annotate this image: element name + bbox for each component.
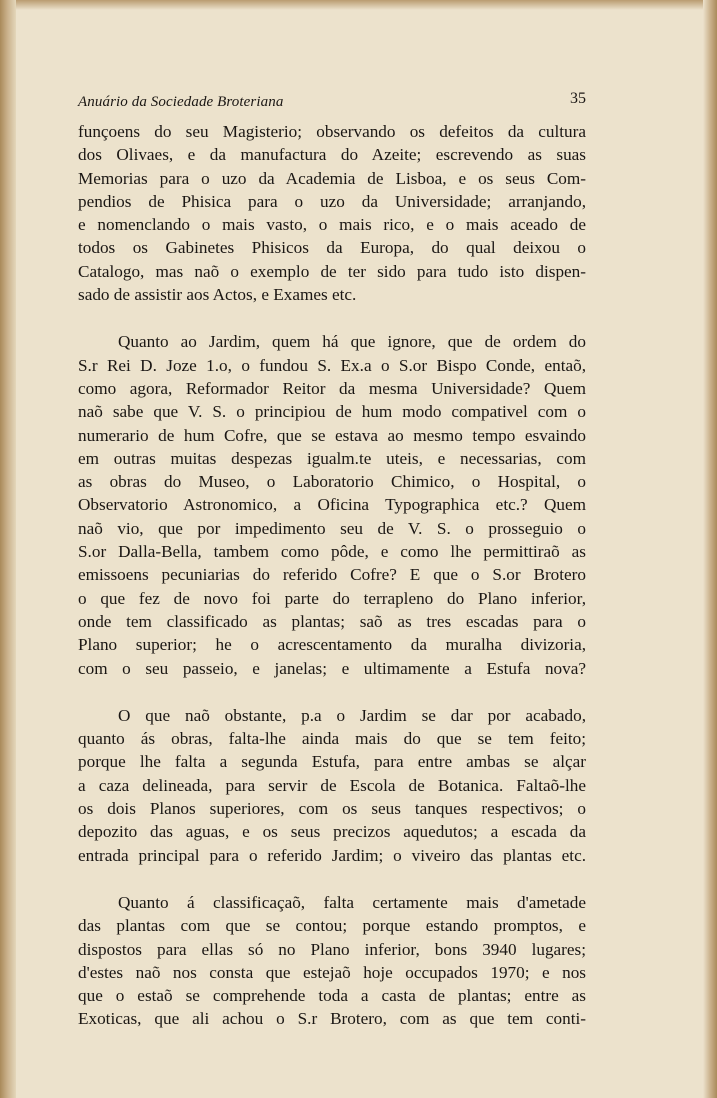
text-line: Observatorio Astronomico, a Oficina Typographica etc.? Quem [78,495,586,515]
text-line: Catalogo, mas naõ o exemplo de ter sido para tudo isto dispen- [78,261,586,281]
text-line: naõ sabe que V. S. o principiou de hum modo compativel com o [78,402,586,422]
paragraph-gap [78,306,586,330]
text-line: O que naõ obstante, p.a o Jardim se dar por acabado, [118,705,586,725]
text-line: d'estes naõ nos consta que estejaõ hoje occupados 1970; e nos [78,962,586,982]
text-line: sado de assistir aos Actos, e Exames etc. [78,285,357,305]
text-line: a caza delineada, para servir de Escola de Botanica. Faltaõ-lhe [78,775,586,795]
text-line: depozito das aguas, e os seus precizos aquedutos; a escada da [78,822,586,842]
page-number: 35 [570,90,586,107]
text-line: Quanto á classificaçaõ, falta certamente mais d'ametade [118,892,586,912]
text-line: Memorias para o uzo da Academia de Lisboa, e os seus Com- [78,168,586,188]
text-line: Exoticas, que ali achou o S.r Brotero, com as que tem conti- [78,1009,586,1029]
paragraph-gap [78,867,586,891]
text-line: todos os Gabinetes Phisicos da Europa, do qual deixou o [78,238,586,258]
text-line: das plantas com que se contou; porque estando promptos, e [78,916,586,936]
page-right-edge [703,0,717,1098]
text-line: dispostos para ellas só no Plano inferior, bons 3940 lugares; [78,939,586,959]
text-line: quanto ás obras, falta-lhe ainda mais do que se tem feito; [78,729,586,749]
running-head [78,90,586,116]
page-content [78,90,586,1031]
text-line: como agora, Reformador Reitor da mesma Universidade? Quem [78,378,586,398]
page-top-edge [0,0,717,10]
body-text [78,120,586,1031]
paragraph-3 [78,704,586,867]
text-line: S.or Dalla-Bella, tambem como pôde, e como lhe permittiraõ as [78,542,586,562]
text-line: dos Olivaes, e da manufactura do Azeite; escrevendo as suas [78,145,586,165]
text-line: os dois Planos superiores, com os seus tanques respectivos; o [78,799,586,819]
text-line: que o estaõ se comprehende toda a casta de plantas; entre as [78,986,586,1006]
text-line: naõ vio, que por impedimento seu de V. S. o prosseguio o [78,518,586,538]
text-line: numerario de hum Cofre, que se estava ao mesmo tempo esvaindo [78,425,586,445]
text-line: entrada principal para o referido Jardim; o viveiro das plantas etc. [78,845,586,865]
text-line: S.r Rei D. Joze 1.o, o fundou S. Ex.a o S.or Bispo Conde, entaõ, [78,355,586,375]
text-line: com o seu passeio, e janelas; e ultimamente a Estufa nova? [78,658,586,678]
text-line: Plano superior; he o acrescentamento da muralha divizoria, [78,635,586,655]
paragraph-2 [78,330,586,679]
paragraph-4 [78,891,586,1031]
text-line: em outras muitas despezas igualm.te uteis, e necessarias, com [78,448,586,468]
page-left-edge [0,0,16,1098]
text-line: e nomenclando o mais vasto, o mais rico, e o mais aceado de [78,215,586,235]
text-line: onde tem classificado as plantas; saõ as tres escadas para o [78,611,586,631]
paragraph-gap [78,680,586,704]
paragraph-1 [78,120,586,306]
text-line: funçoens do seu Magisterio; observando os defeitos da cultura [78,122,586,141]
running-title: Anuário da Sociedade Broteriana [78,94,284,110]
text-line: porque lhe falta a segunda Estufa, para entre ambas se alçar [78,752,586,772]
text-line: emissoens pecuniarias do referido Cofre? E que o S.or Brotero [78,565,586,585]
text-line: Quanto ao Jardim, quem há que ignore, que de ordem do [118,332,586,352]
text-line: pendios de Phisica para o uzo da Universidade; arranjando, [78,191,586,211]
text-line: o que fez de novo foi parte do terrapleno do Plano inferior, [78,588,586,608]
text-line: as obras do Museo, o Laboratorio Chimico, o Hospital, o [78,472,586,492]
